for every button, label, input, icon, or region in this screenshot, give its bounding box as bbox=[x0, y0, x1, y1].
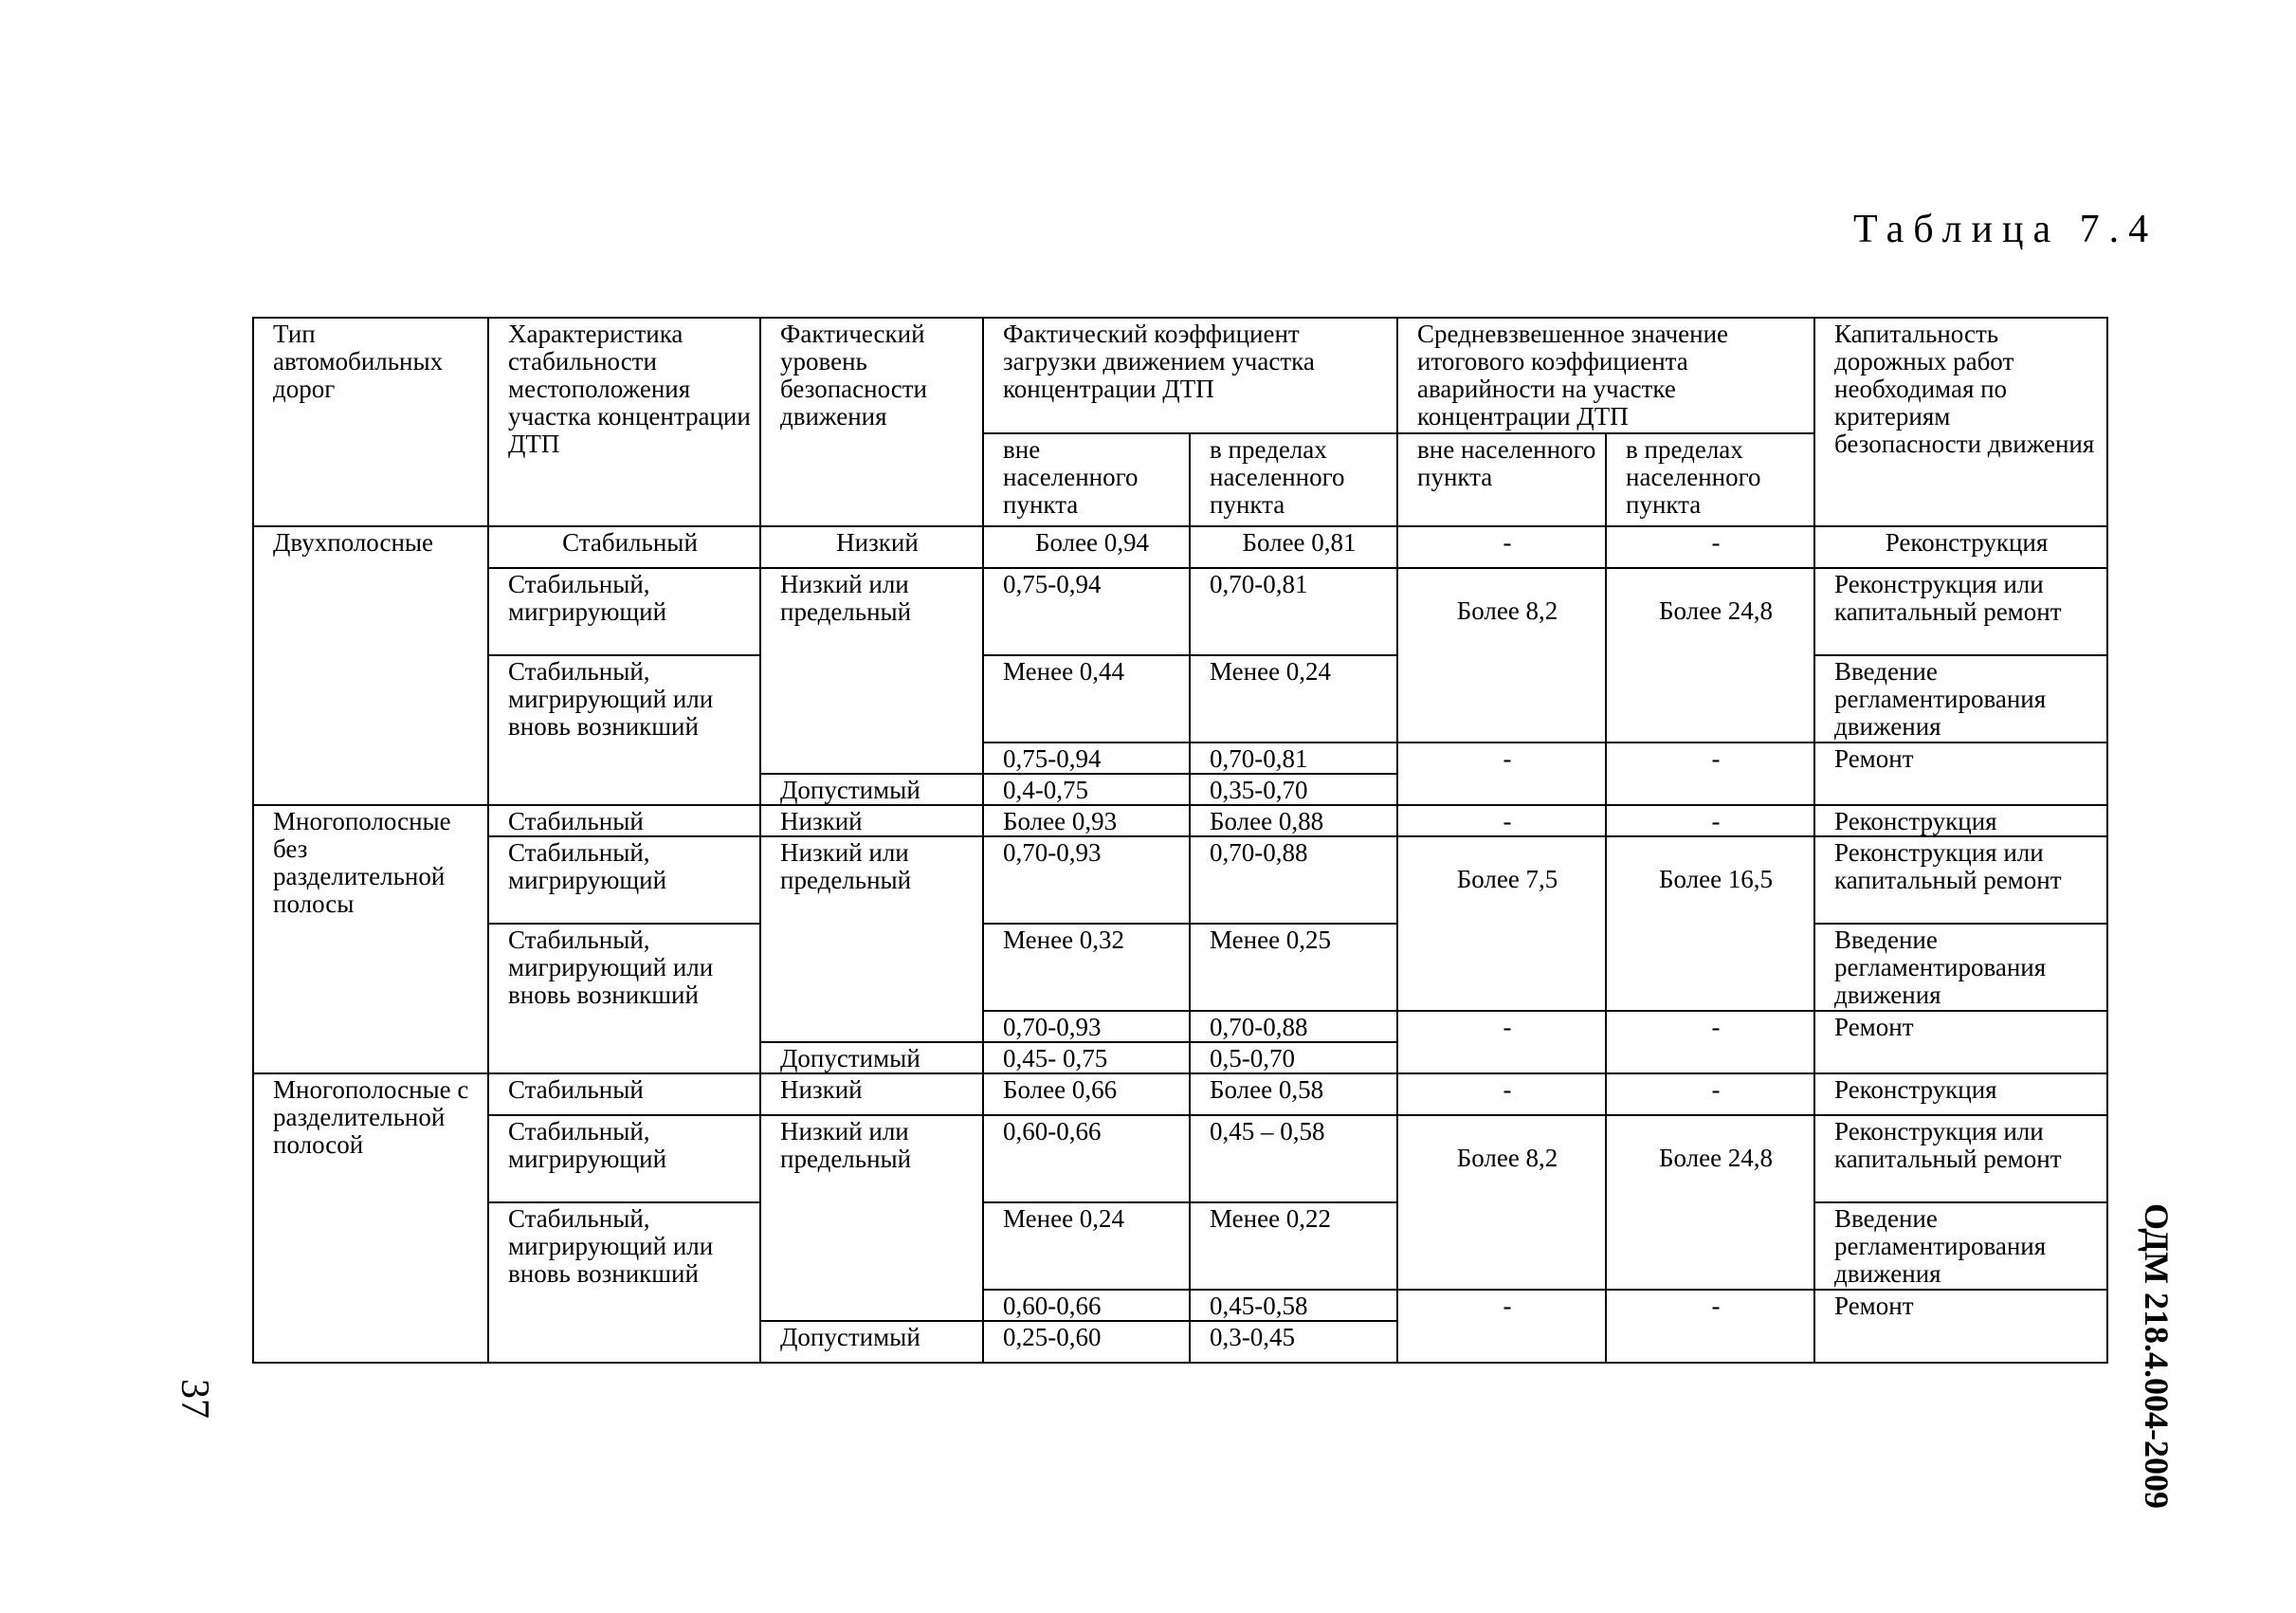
load-outside-cell: 0,25-0,60 bbox=[983, 1321, 1190, 1363]
accident-inside-cell: - bbox=[1606, 1011, 1814, 1073]
accident-outside-cell: Более 7,5 bbox=[1397, 836, 1606, 1011]
load-inside-cell: Более 0,58 bbox=[1190, 1073, 1397, 1115]
accident-inside-cell: Более 16,5 bbox=[1606, 836, 1814, 1011]
road-type-cell: Многополосные с разделительной полосой bbox=[253, 1073, 488, 1363]
load-outside-cell: Менее 0,32 bbox=[983, 924, 1190, 1011]
load-outside-cell: Более 0,93 bbox=[983, 805, 1190, 836]
load-outside-cell: 0,60-0,66 bbox=[983, 1290, 1190, 1321]
load-inside-cell: 0,35-0,70 bbox=[1190, 774, 1397, 805]
stability-cell: Стабильный, мигрирующий или вновь возникший bbox=[488, 924, 760, 1073]
header-capital-works: Капитальность дорожных работ необходимая по критериям безопасности движения bbox=[1814, 318, 2107, 526]
road-type-cell: Многополосные без разделительной полосы bbox=[253, 805, 488, 1073]
works-cell: Реконструкция bbox=[1814, 805, 2107, 836]
load-outside-cell: 0,4-0,75 bbox=[983, 774, 1190, 805]
safety-level-cell: Низкий или предельный bbox=[760, 1115, 983, 1321]
header-safety-level: Фактический уровень безопасности движения bbox=[760, 318, 983, 526]
road-safety-table bbox=[252, 317, 2108, 1364]
table-row bbox=[253, 805, 2107, 836]
load-outside-cell: 0,70-0,93 bbox=[983, 1011, 1190, 1042]
load-outside-cell: 0,75-0,94 bbox=[983, 568, 1190, 655]
accident-outside-cell: - bbox=[1397, 1011, 1606, 1073]
accident-inside-cell: - bbox=[1606, 805, 1814, 836]
accident-outside-cell: - bbox=[1397, 526, 1606, 568]
load-inside-cell: 0,45 – 0,58 bbox=[1190, 1115, 1397, 1202]
accident-outside-cell: Более 8,2 bbox=[1397, 1115, 1606, 1290]
accident-inside-cell: - bbox=[1606, 1073, 1814, 1115]
table-row bbox=[253, 836, 2107, 924]
accident-outside-cell: - bbox=[1397, 1290, 1606, 1363]
load-outside-cell: Более 0,66 bbox=[983, 1073, 1190, 1115]
load-outside-cell: Менее 0,44 bbox=[983, 655, 1190, 742]
accident-inside-cell: Более 24,8 bbox=[1606, 1115, 1814, 1290]
subheader-load-outside: вне населенного пункта bbox=[983, 433, 1190, 526]
works-cell: Реконструкция или капитальный ремонт bbox=[1814, 1115, 2107, 1202]
accident-inside-cell: - bbox=[1606, 526, 1814, 568]
table-row bbox=[253, 655, 2107, 742]
header-row bbox=[253, 318, 2107, 433]
load-inside-cell: 0,70-0,88 bbox=[1190, 1011, 1397, 1042]
accident-inside-cell: - bbox=[1606, 742, 1814, 805]
works-cell: Реконструкция bbox=[1814, 1073, 2107, 1115]
stability-cell: Стабильный, мигрирующий или вновь возникший bbox=[488, 1202, 760, 1363]
accident-outside-cell: Более 8,2 bbox=[1397, 568, 1606, 742]
stability-cell: Стабильный, мигрирующий bbox=[488, 836, 760, 924]
header-road-type: Тип автомобильных дорог bbox=[253, 318, 488, 526]
load-inside-cell: Менее 0,22 bbox=[1190, 1202, 1397, 1290]
load-inside-cell: 0,70-0,88 bbox=[1190, 836, 1397, 924]
header-accident-coefficient: Средневзвешенное значение итогового коэффициента аварийности на участке концентрации ДТП bbox=[1397, 318, 1814, 433]
load-outside-cell: 0,75-0,94 bbox=[983, 742, 1190, 774]
load-outside-cell: 0,70-0,93 bbox=[983, 836, 1190, 924]
stability-cell: Стабильный bbox=[488, 526, 760, 568]
header-load-coefficient: Фактический коэффициент загрузки движением участка концентрации ДТП bbox=[983, 318, 1397, 433]
safety-level-cell: Низкий bbox=[760, 1073, 983, 1115]
load-outside-cell: 0,45- 0,75 bbox=[983, 1042, 1190, 1073]
load-inside-cell: Более 0,81 bbox=[1190, 526, 1397, 568]
safety-level-cell: Низкий или предельный bbox=[760, 568, 983, 774]
works-cell: Введение регламентирования движения bbox=[1814, 1202, 2107, 1290]
accident-outside-cell: - bbox=[1397, 805, 1606, 836]
table-row bbox=[253, 1073, 2107, 1115]
table-row bbox=[253, 924, 2107, 1011]
load-inside-cell: Менее 0,24 bbox=[1190, 655, 1397, 742]
load-inside-cell: Менее 0,25 bbox=[1190, 924, 1397, 1011]
table-title: Таблица 7.4 bbox=[1853, 208, 2159, 251]
header-stability: Характеристика стабильности местоположения участка концентрации ДТП bbox=[488, 318, 760, 526]
accident-outside-cell: - bbox=[1397, 1073, 1606, 1115]
table-row bbox=[253, 1202, 2107, 1290]
load-inside-cell: 0,70-0,81 bbox=[1190, 742, 1397, 774]
page-number: 37 bbox=[173, 1379, 216, 1419]
works-cell: Ремонт bbox=[1814, 1290, 2107, 1363]
load-inside-cell: 0,45-0,58 bbox=[1190, 1290, 1397, 1321]
accident-inside-cell: - bbox=[1606, 1290, 1814, 1363]
safety-level-cell: Допустимый bbox=[760, 774, 983, 805]
subheader-load-inside: в пределах населенного пункта bbox=[1190, 433, 1397, 526]
subheader-accident-outside: вне населенного пункта bbox=[1397, 433, 1606, 526]
safety-level-cell: Низкий или предельный bbox=[760, 836, 983, 1042]
road-type-cell: Двухполосные bbox=[253, 526, 488, 805]
stability-cell: Стабильный bbox=[488, 1073, 760, 1115]
accident-inside-cell: Более 24,8 bbox=[1606, 568, 1814, 742]
works-cell: Ремонт bbox=[1814, 742, 2107, 805]
safety-level-cell: Допустимый bbox=[760, 1042, 983, 1073]
load-outside-cell: Менее 0,24 bbox=[983, 1202, 1190, 1290]
safety-level-cell: Низкий bbox=[760, 526, 983, 568]
load-outside-cell: Более 0,94 bbox=[983, 526, 1190, 568]
stability-cell: Стабильный, мигрирующий bbox=[488, 1115, 760, 1202]
table-row bbox=[253, 1115, 2107, 1202]
safety-level-cell: Низкий bbox=[760, 805, 983, 836]
table-row bbox=[253, 568, 2107, 655]
works-cell: Введение регламентирования движения bbox=[1814, 924, 2107, 1011]
stability-cell: Стабильный, мигрирующий bbox=[488, 568, 760, 655]
works-cell: Реконструкция или капитальный ремонт bbox=[1814, 568, 2107, 655]
works-cell: Реконструкция bbox=[1814, 526, 2107, 568]
load-inside-cell: Более 0,88 bbox=[1190, 805, 1397, 836]
load-inside-cell: 0,5-0,70 bbox=[1190, 1042, 1397, 1073]
works-cell: Ремонт bbox=[1814, 1011, 2107, 1073]
stability-cell: Стабильный, мигрирующий или вновь возникший bbox=[488, 655, 760, 805]
works-cell: Реконструкция или капитальный ремонт bbox=[1814, 836, 2107, 924]
subheader-accident-inside: в пределах населенного пункта bbox=[1606, 433, 1814, 526]
load-inside-cell: 0,70-0,81 bbox=[1190, 568, 1397, 655]
table-row bbox=[253, 526, 2107, 568]
stability-cell: Стабильный bbox=[488, 805, 760, 836]
accident-outside-cell: - bbox=[1397, 742, 1606, 805]
document-code: ОДМ 218.4.004-2009 bbox=[2138, 1203, 2176, 1509]
load-inside-cell: 0,3-0,45 bbox=[1190, 1321, 1397, 1363]
safety-level-cell: Допустимый bbox=[760, 1321, 983, 1363]
load-outside-cell: 0,60-0,66 bbox=[983, 1115, 1190, 1202]
works-cell: Введение регламентирования движения bbox=[1814, 655, 2107, 742]
